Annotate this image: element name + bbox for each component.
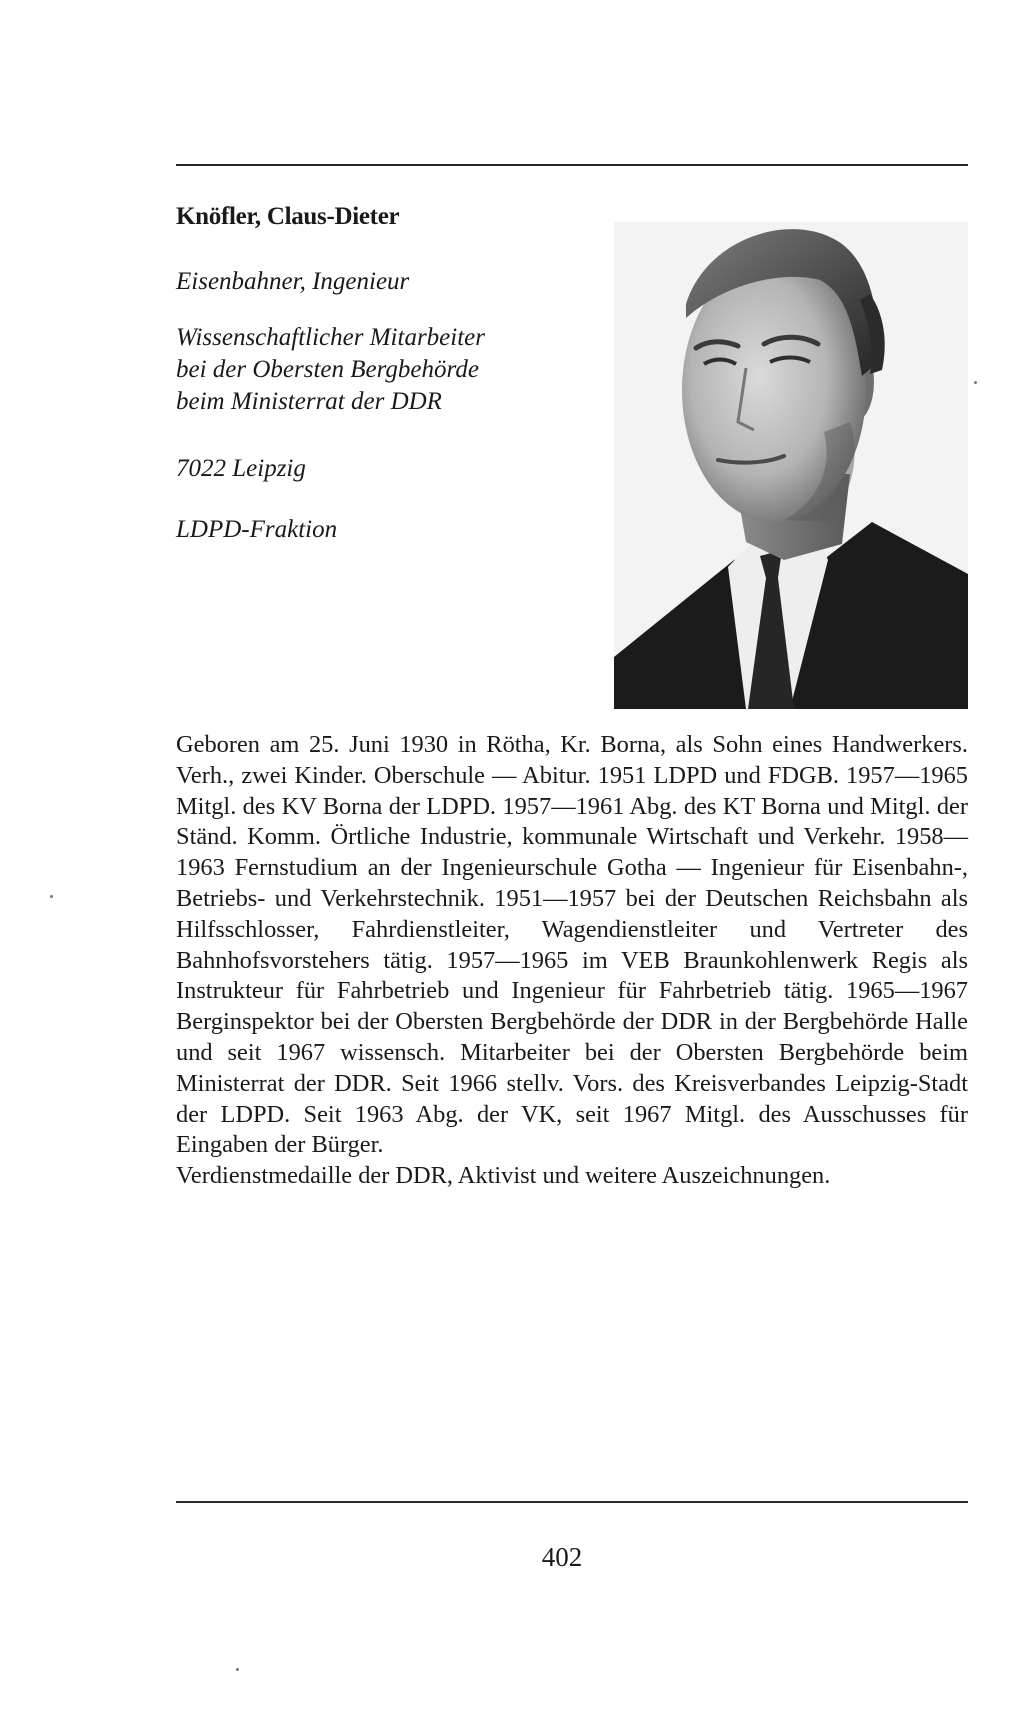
entry-city: 7022 Leipzig xyxy=(176,455,306,482)
page-number: 402 xyxy=(541,1542,583,1572)
entry-faction: LDPD-Fraktion xyxy=(176,516,338,543)
biography xyxy=(176,730,968,1192)
entry-position xyxy=(176,322,485,418)
biography-text: Geboren am 25. Juni 1930 in Rötha, Kr. Borna, als Sohn eines Handwerkers. Verh., zwei Kinder. Oberschule — Abitur. 1951 LDPD und FDGB. 1957—1965 Mitgl. des KV Borna der LDPD. 1957—1961 Abg. des KT Borna und Mitgl. der Ständ. Komm. Örtliche Industrie, kommunale Wirtschaft und Verkehr. 1958—1963 Fernstudium an der Ingenieurschule Gotha — Ingenieur für Eisenbahn-, Betriebs- und Verkehrstechnik. 1951—1957 bei der Deutschen Reichsbahn als Hilfsschlosser, Fahrdienstleiter, Wagendienstleiter und Vertreter des Bahnhofsvorstehers tätig. 1957—1965 im VEB Braunkohlenwerk Regis als Instrukteur für Fahrbetrieb und Ingenieur für Fahrbetrieb tätig. 1965—1967 Berginspektor bei der Obersten Bergbehörde der DDR in der Bergbehörde Halle und seit 1967 wissensch. Mitarbeiter bei der Obersten Bergbehörde beim Ministerrat der DDR. Seit 1966 stellv. Vors. des Kreisverbandes Leipzig-Stadt der LDPD. Seit 1963 Abg. der VK, seit 1967 Mitgl. des Ausschusses für Eingaben der Bürger. xyxy=(176,731,968,1159)
scan-speck xyxy=(50,895,53,898)
portrait-photo xyxy=(614,222,968,709)
biography-awards: Verdienstmedaille der DDR, Aktivist und weitere Auszeichnungen. xyxy=(176,1162,831,1190)
scan-speck xyxy=(974,381,977,384)
entry-profession: Eisenbahner, Ingenieur xyxy=(176,268,410,295)
position-line: beim Ministerrat der DDR xyxy=(176,388,442,415)
top-rule xyxy=(176,164,968,166)
entry-name: Knöfler, Claus-Dieter xyxy=(176,203,400,230)
scan-speck xyxy=(236,1668,239,1671)
bottom-rule xyxy=(176,1501,968,1503)
position-line: bei der Obersten Bergbehörde xyxy=(176,356,479,383)
position-line: Wissenschaftlicher Mitarbeiter xyxy=(176,324,485,351)
